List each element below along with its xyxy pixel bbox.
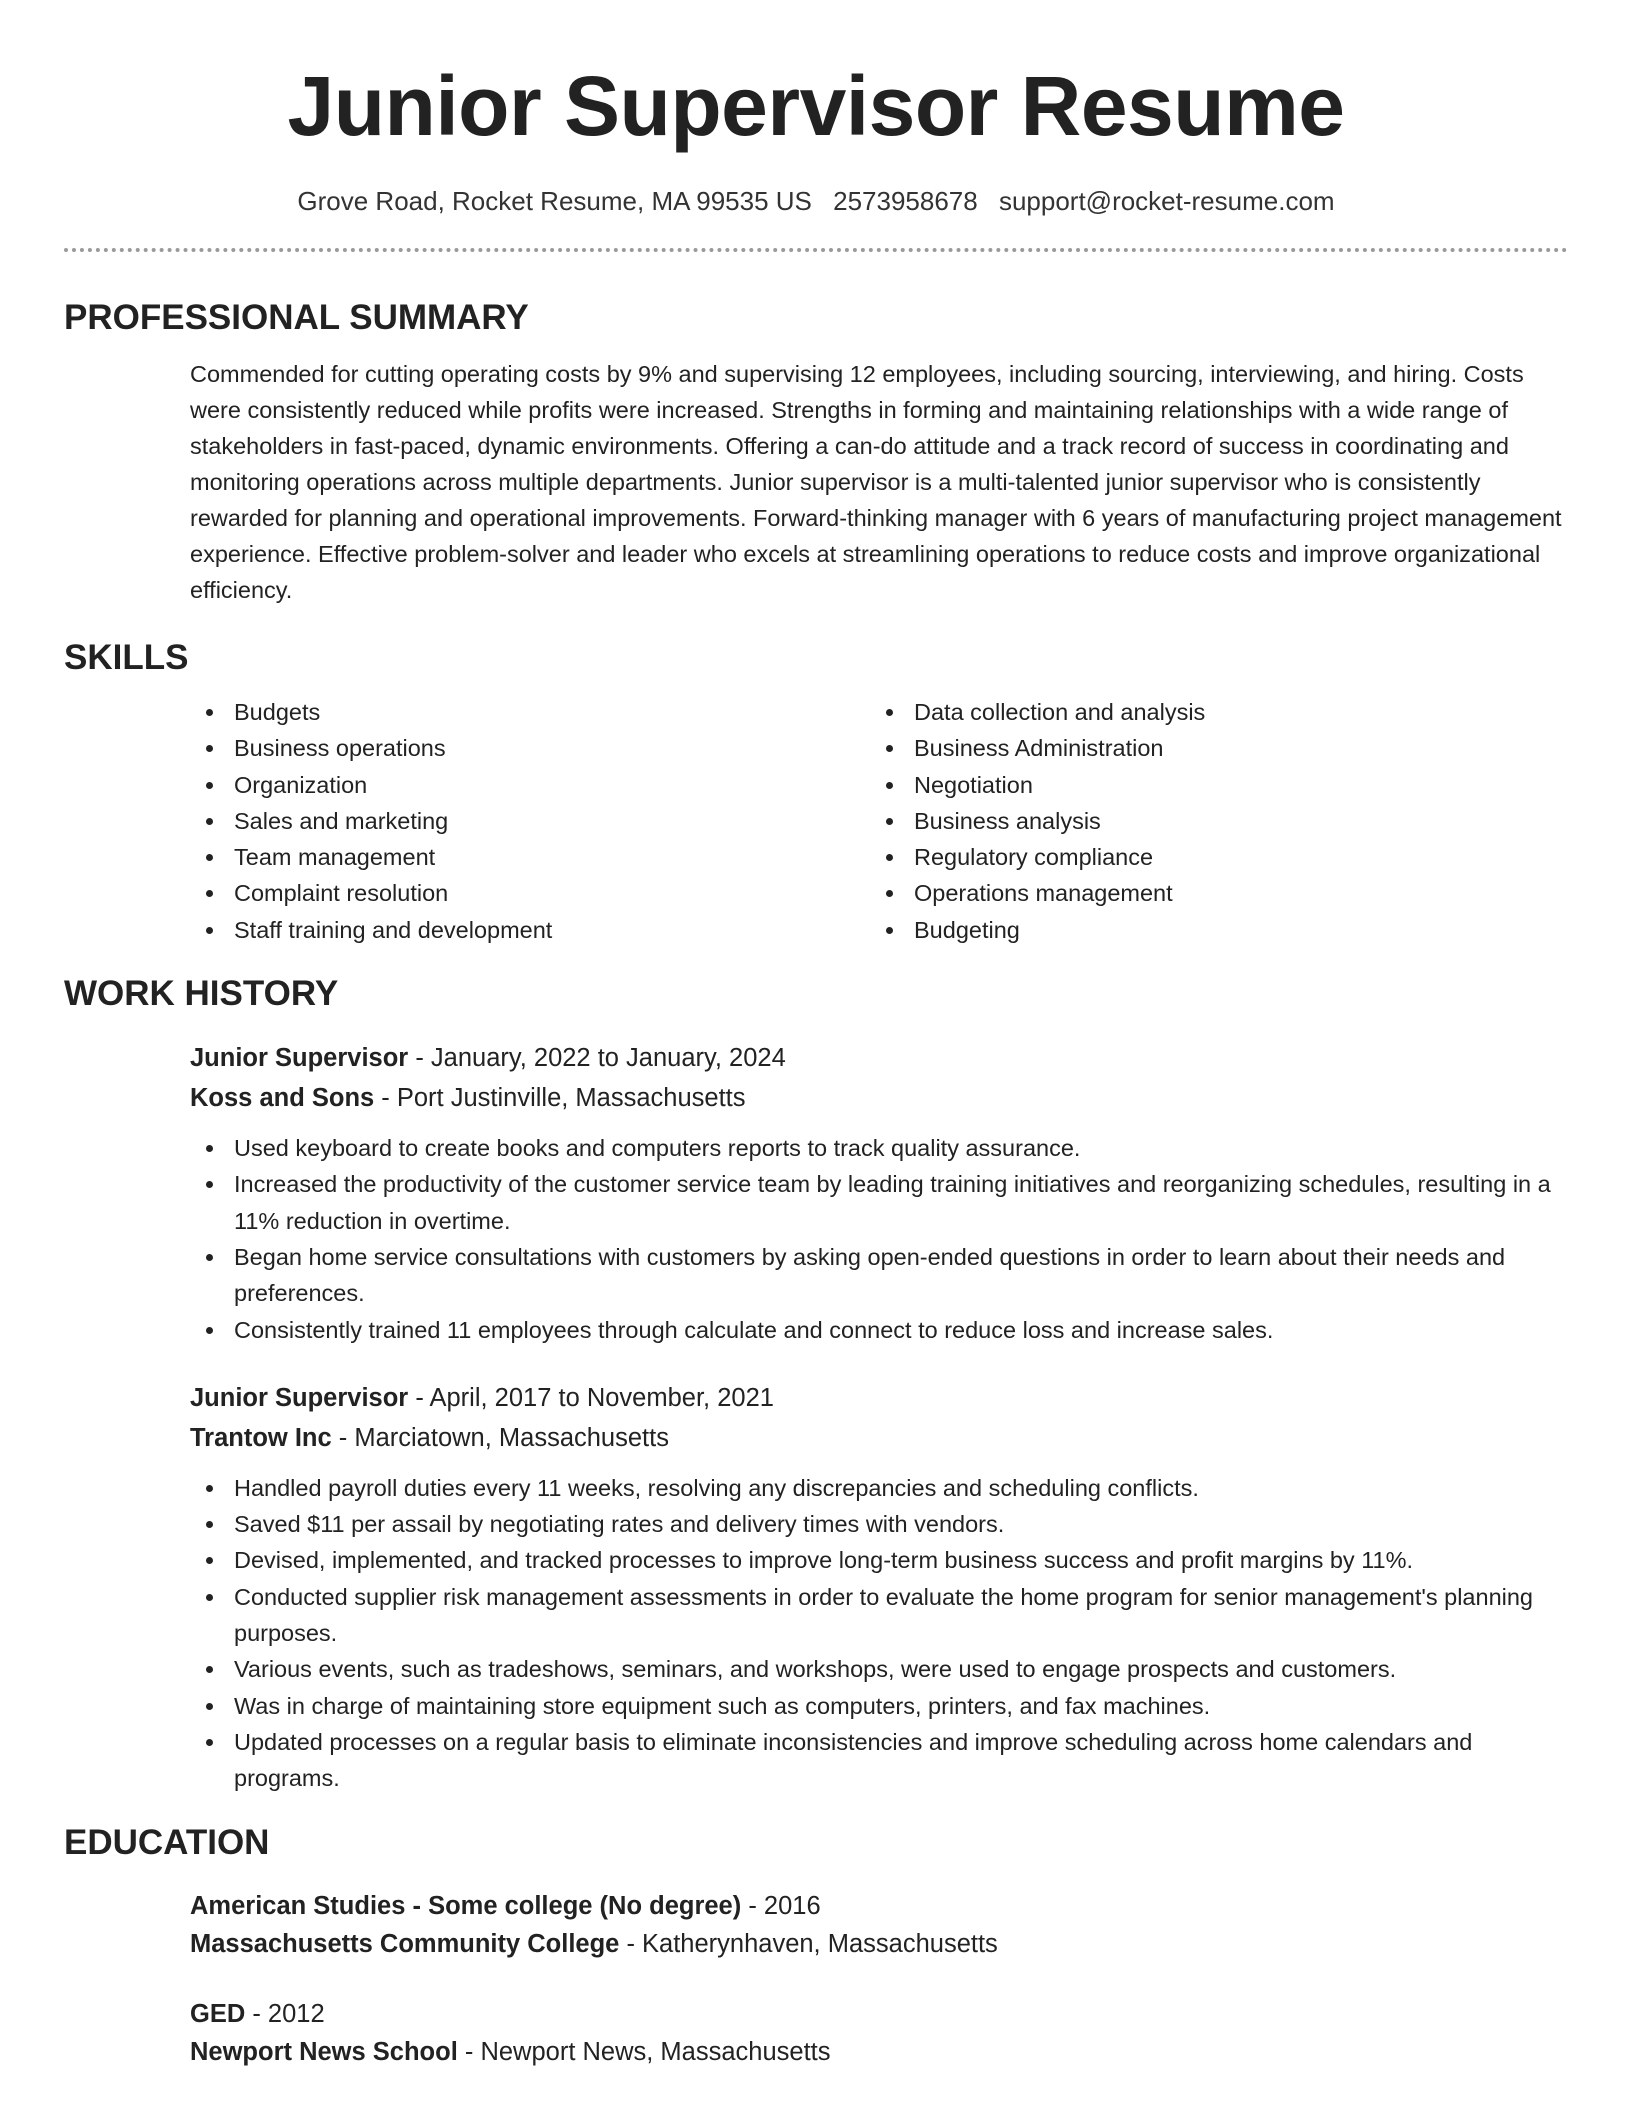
- education-school: Massachusetts Community College: [190, 1929, 620, 1958]
- summary-section: [64, 296, 1568, 608]
- job-bullet: Increased the productivity of the customer service team by leading training initiatives and reorganizing schedules, resulting in a 11% reduction in overtime.: [190, 1166, 1568, 1239]
- contact-address: Grove Road, Rocket Resume, MA 99535 US: [297, 186, 812, 216]
- skill-item: Data collection and analysis: [870, 694, 1550, 730]
- skill-item: Regulatory compliance: [870, 839, 1550, 875]
- contact-phone: 2573958678: [833, 186, 978, 216]
- skills-heading: SKILLS: [64, 638, 189, 677]
- contact-line: [64, 184, 1568, 218]
- job-dates: - April, 2017 to November, 2021: [408, 1383, 774, 1412]
- job-title-line: [190, 1378, 1568, 1418]
- contact-email: support@rocket-resume.com: [998, 186, 1335, 216]
- job-entry: [190, 1038, 1568, 1348]
- skill-item: Sales and marketing: [190, 803, 870, 839]
- resume-title: Junior Supervisor Resume: [287, 59, 1345, 153]
- education-degree-line: [190, 1995, 1568, 2033]
- job-bullet: Began home service consultations with customers by asking open-ended questions in order to learn about their needs and preferences.: [190, 1239, 1568, 1312]
- job-bullet: Consistently trained 11 employees through calculate and connect to reduce loss and increase sales.: [190, 1312, 1568, 1348]
- education-degree: American Studies - Some college (No degree): [190, 1891, 742, 1920]
- skill-item: Budgeting: [870, 912, 1550, 948]
- resume-page: [64, 0, 1568, 2071]
- job-bullet: Devised, implemented, and tracked processes to improve long-term business success and profit margins by 11%.: [190, 1542, 1568, 1578]
- skills-list: [190, 694, 1568, 948]
- skill-item: Business operations: [190, 730, 870, 766]
- job-title: Junior Supervisor: [190, 1044, 409, 1073]
- education-year: - 2012: [245, 1999, 325, 2028]
- job-bullets: [190, 1130, 1568, 1348]
- education-year: - 2016: [741, 1891, 821, 1920]
- job-title-line: [190, 1038, 1568, 1078]
- job-bullet: Saved $11 per assail by negotiating rates and delivery times with vendors.: [190, 1506, 1568, 1542]
- skill-item: Negotiation: [870, 767, 1550, 803]
- job-company: Trantow Inc: [190, 1423, 332, 1452]
- job-bullet: Used keyboard to create books and computers reports to track quality assurance.: [190, 1130, 1568, 1166]
- education-degree: GED: [190, 1999, 246, 2028]
- job-bullet: Various events, such as tradeshows, seminars, and workshops, were used to engage prospects and customers.: [190, 1651, 1568, 1687]
- education-heading: EDUCATION: [64, 1822, 270, 1862]
- summary-text: Commended for cutting operating costs by 9% and supervising 12 employees, including sourcing, interviewing, and hiring. Costs were consistently reduced while profits were increased. Strengths in forming and maintaining relationships with a wide range of stakeholders in fast-paced, dynamic environments. Offering a can-do attitude and a track record of success in coordinating and monitoring operations across multiple departments. Junior supervisor is a multi-talented junior supervisor who is consistently rewarded for planning and operational improvements. Forward-thinking manager with 6 years of manufacturing project management experience. Effective problem-solver and leader who excels at streamlining operations to reduce costs and improve organizational efficiency.: [190, 361, 1562, 603]
- job-location: - Marciatown, Massachusetts: [331, 1423, 669, 1452]
- skills-column-left: [190, 694, 870, 948]
- education-section: [64, 1821, 1568, 2071]
- job-bullet: Handled payroll duties every 11 weeks, resolving any discrepancies and scheduling conflicts.: [190, 1470, 1568, 1506]
- skill-item: Business Administration: [870, 730, 1550, 766]
- job-company: Koss and Sons: [190, 1084, 375, 1113]
- education-degree-line: [190, 1887, 1568, 1925]
- skill-item: Staff training and development: [190, 912, 870, 948]
- job-dates: - January, 2022 to January, 2024: [408, 1044, 786, 1073]
- job-bullet: Was in charge of maintaining store equipment such as computers, printers, and fax machines.: [190, 1688, 1568, 1724]
- job-title: Junior Supervisor: [190, 1383, 409, 1412]
- education-entry: [190, 1887, 1568, 1963]
- education-school-line: [190, 1925, 1568, 1963]
- job-company-line: [190, 1078, 1568, 1118]
- job-entry: [190, 1378, 1568, 1797]
- skills-column-right: [870, 694, 1550, 948]
- job-company-line: [190, 1418, 1568, 1458]
- job-location: - Port Justinville, Massachusetts: [374, 1084, 746, 1113]
- skill-item: Organization: [190, 767, 870, 803]
- work-section: [64, 972, 1568, 1796]
- skill-item: Team management: [190, 839, 870, 875]
- education-school-line: [190, 2033, 1568, 2071]
- skill-item: Operations management: [870, 875, 1550, 911]
- education-location: - Newport News, Massachusetts: [457, 2037, 831, 2066]
- job-bullets: [190, 1470, 1568, 1797]
- skill-item: Complaint resolution: [190, 875, 870, 911]
- header-divider: [64, 248, 1568, 252]
- skills-section: [64, 636, 1568, 948]
- work-heading: WORK HISTORY: [64, 974, 339, 1014]
- education-entry: [190, 1995, 1568, 2071]
- skill-item: Business analysis: [870, 803, 1550, 839]
- education-school: Newport News School: [190, 2037, 458, 2066]
- job-bullet: Conducted supplier risk management assessments in order to evaluate the home program for senior management's planning purposes.: [190, 1579, 1568, 1652]
- job-bullet: Updated processes on a regular basis to eliminate inconsistencies and improve scheduling across home calendars and programs.: [190, 1724, 1568, 1797]
- education-location: - Katherynhaven, Massachusetts: [619, 1929, 998, 1958]
- summary-heading: PROFESSIONAL SUMMARY: [64, 298, 529, 337]
- skill-item: Budgets: [190, 694, 870, 730]
